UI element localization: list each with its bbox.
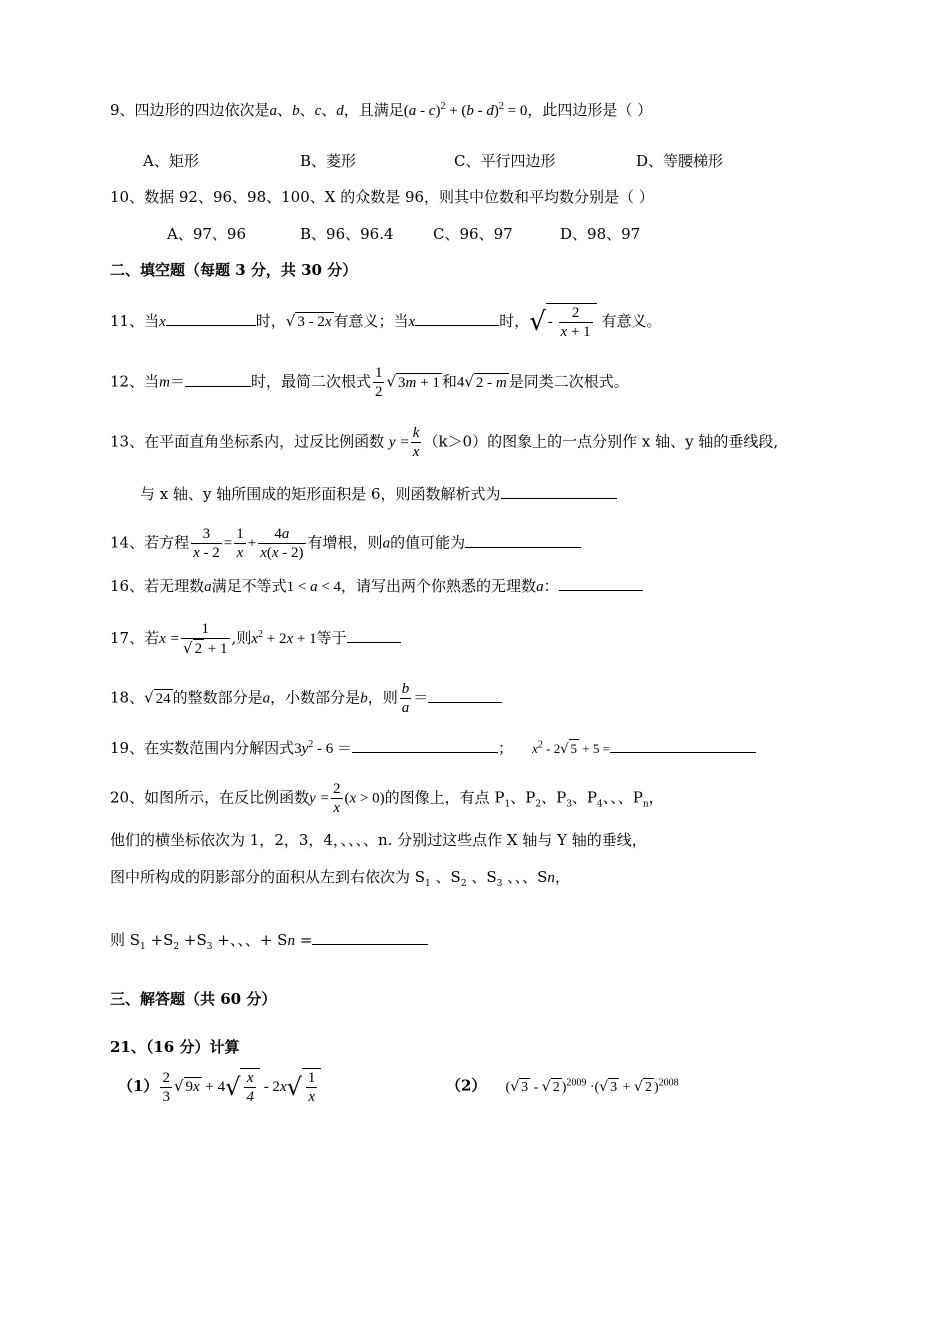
- q20-text-line4: 则 S: [110, 931, 141, 949]
- q11-text-e: 有意义。: [601, 312, 662, 330]
- section-2-heading: 二、填空题（每题 3 分，共 30 分）: [110, 261, 358, 279]
- question-17: 17、若x = $\frac{1}{√ 2 + 1}$ ,则$x^2 + 2x + 1$等于: [110, 620, 401, 658]
- question-21-part-2: （2） (√ 3 - √ 2 )$^{2009}$ ·(√ 3 + √ 2 )$^{2008}$: [446, 1076, 679, 1095]
- q19-text-b: ；: [498, 739, 514, 757]
- q13-text-a: 13、在平面直角坐标系内，过反比例函数: [110, 432, 385, 451]
- q12-text-d: 和: [441, 372, 457, 391]
- q14-text-a: 14、若方程: [110, 533, 190, 552]
- q11-text-c: 有意义；当: [333, 312, 409, 330]
- q18-answer-blank[interactable]: [428, 686, 502, 703]
- q11-answer-blank-1[interactable]: [166, 309, 256, 326]
- q19-answer-blank-2[interactable]: [610, 736, 756, 753]
- q16-answer-blank[interactable]: [559, 574, 643, 591]
- q12-text-b: ＝: [169, 372, 185, 391]
- q13-answer-blank[interactable]: [501, 482, 617, 499]
- question-20-line-2: 他们的横坐标依次为 1，2，3，4，、、、、n. 分别过这些点作 X 轴与 Y 轴的垂线，: [110, 831, 647, 849]
- q18-text-c: ，小数部分是: [270, 688, 361, 707]
- q20-text-g: ，: [648, 788, 664, 807]
- q9-formula: (a - c)$^2$ + (b - d)$^2$ = 0: [403, 101, 528, 119]
- q17-text-a: 17、若: [110, 629, 160, 647]
- q16-text-a: 16、若无理数: [110, 577, 205, 595]
- q14-text-b: 有增根，则: [307, 533, 383, 552]
- question-18: 18、√ 24 的整数部分是a，小数部分是b，则 $\frac{b}{a}$ ＝: [110, 680, 502, 717]
- q9-option-c[interactable]: C、平行四边形: [454, 152, 556, 170]
- q19-answer-blank-1[interactable]: [352, 736, 498, 753]
- q11-answer-blank-2[interactable]: [415, 309, 499, 326]
- q9-text-2: ，且满足: [343, 101, 404, 119]
- q12-answer-blank[interactable]: [185, 370, 251, 387]
- q18-text-a: 18、: [110, 688, 145, 707]
- q11-text-a: 11、当: [110, 312, 160, 330]
- q11-text-b: 时，: [255, 312, 286, 330]
- question-21-title: 21、（16 分）计算: [110, 1038, 240, 1056]
- var-b: b: [292, 103, 300, 119]
- question-16: 16、若无理数a满足不等式1 < a < 4，请写出两个你熟悉的无理数a：: [110, 574, 643, 598]
- q18-text-b: 的整数部分是: [172, 688, 263, 707]
- question-20: 20、如图所示，在反比例函数y = $\frac{2}{x}$ (x > 0)的图像上，有点 $P_1$、$P_2$、$P_3$、$P_4$、、、$P_n$，: [110, 781, 664, 816]
- section-3-heading: 三、解答题（共 60 分）: [110, 990, 277, 1008]
- q9-text-1: 9、四边形的四边依次是: [110, 101, 270, 119]
- q20-text-e: 、P: [571, 788, 598, 807]
- var-d: d: [336, 103, 344, 119]
- q10-option-d[interactable]: D、98、97: [560, 225, 641, 243]
- question-21-part-1: （1） $\frac{2}{3}$ √ 9x + 4√ $\frac{x}{4}$ - 2x√ $\frac{1}{x}$: [118, 1068, 321, 1106]
- q17-text-b: ,则: [231, 629, 252, 647]
- q12-text-e: 是同类二次根式。: [508, 372, 629, 391]
- question-20-line-3: 图中所构成的阴影部分的面积从左到右依次为 $S_1$ 、$S_2$ 、$S_3$ 、、、Sn，: [110, 868, 570, 889]
- q20-text-c: 、P: [510, 788, 536, 807]
- q18-text-d: ，则: [367, 688, 398, 707]
- q20-text-d: 、P: [541, 788, 567, 807]
- q16-text-b: 满足不等式: [211, 577, 287, 595]
- question-14: 14、若方程 $\frac{3}{x - 2}$ = $\frac{1}{x}$ + $\frac{4a}{x(x - 2)}$ 有增根，则a的值可能为: [110, 525, 581, 562]
- q10-option-b[interactable]: B、96、96.4: [300, 225, 394, 243]
- q17-answer-blank[interactable]: [347, 626, 401, 643]
- q20-answer-blank[interactable]: [312, 928, 428, 945]
- question-13-line-2: [140, 482, 617, 505]
- var-a: a: [269, 103, 278, 119]
- q19-text-a: 19、在实数范围内分解因式: [110, 739, 295, 757]
- q14-answer-blank[interactable]: [465, 531, 581, 548]
- q9-option-d[interactable]: D、等腰梯形: [636, 152, 724, 170]
- q20-text-a: 20、如图所示，在反比例函数: [110, 788, 310, 807]
- q20-text-line3: 图中所构成的阴影部分的面积从左到右依次为 S: [110, 868, 426, 886]
- q21-part-1-label: （1）: [118, 1077, 159, 1095]
- q16-text-d: ：: [543, 577, 559, 595]
- q20-text-f: 、、、P: [602, 788, 643, 807]
- question-19: 19、在实数范围内分解因式$3y^2 - 6$ ＝ ； $x^2 - 2√$ 5 + 5 =: [110, 734, 756, 761]
- q9-text-3: ，此四边形是（ ）: [527, 101, 653, 119]
- q10-option-c[interactable]: C、96、97: [433, 225, 513, 243]
- q14-text-c: 的值可能为: [390, 533, 466, 552]
- q18-text-e: ＝: [413, 688, 429, 707]
- q20-text-b: 的图像上，有点 P: [384, 788, 505, 807]
- q16-text-c: ，请写出两个你熟悉的无理数: [341, 577, 537, 595]
- question-9: 9、四边形的四边依次是a、b、c、d，且满足(a - c)$^2$ + (b - d)$^2$ = 0，此四边形是（ ）: [110, 101, 653, 119]
- q13-text-c: 与 x 轴、y 轴所围成的矩形面积是 6，则函数解析式为: [140, 485, 501, 503]
- question-12: 12、当m＝ 时，最简二次根式 $\frac{1}{2}$ √ 3m + 1 和4√ 2 - m 是同类二次根式。: [110, 365, 629, 400]
- q13-text-b: （k＞0）的图象上的一点分别作 x 轴、y 轴的垂线段,: [423, 432, 779, 451]
- q17-text-c: 等于: [316, 629, 347, 647]
- q12-text-a: 12、当: [110, 372, 160, 391]
- question-10: 10、数据 92、96、98、100、X 的众数是 96，则其中位数和平均数分别是（ ）: [110, 188, 654, 206]
- q9-option-b[interactable]: B、菱形: [300, 152, 357, 170]
- var-c: c: [314, 103, 322, 119]
- question-13: 13、在平面直角坐标系内，过反比例函数 y = $\frac{k}{x}$ （k＞0）的图象上的一点分别作 x 轴、y 轴的垂线段,: [110, 425, 779, 460]
- q11-text-d: 时，: [499, 312, 530, 330]
- q10-option-a[interactable]: A、97、96: [167, 225, 247, 243]
- question-11: 11、当x 时，√ 3 - 2x 有意义；当x 时，√ - $\frac{2}{x + 1}$ 有意义。: [110, 305, 662, 340]
- q12-text-c: 时，最简二次根式: [250, 372, 371, 391]
- q21-part-2-label: （2）: [446, 1076, 487, 1095]
- q9-option-a[interactable]: A、矩形: [143, 152, 199, 170]
- question-20-line-4: 则 $S_1 +S_2 +S_3$ +、、、+ Sn =: [110, 928, 428, 958]
